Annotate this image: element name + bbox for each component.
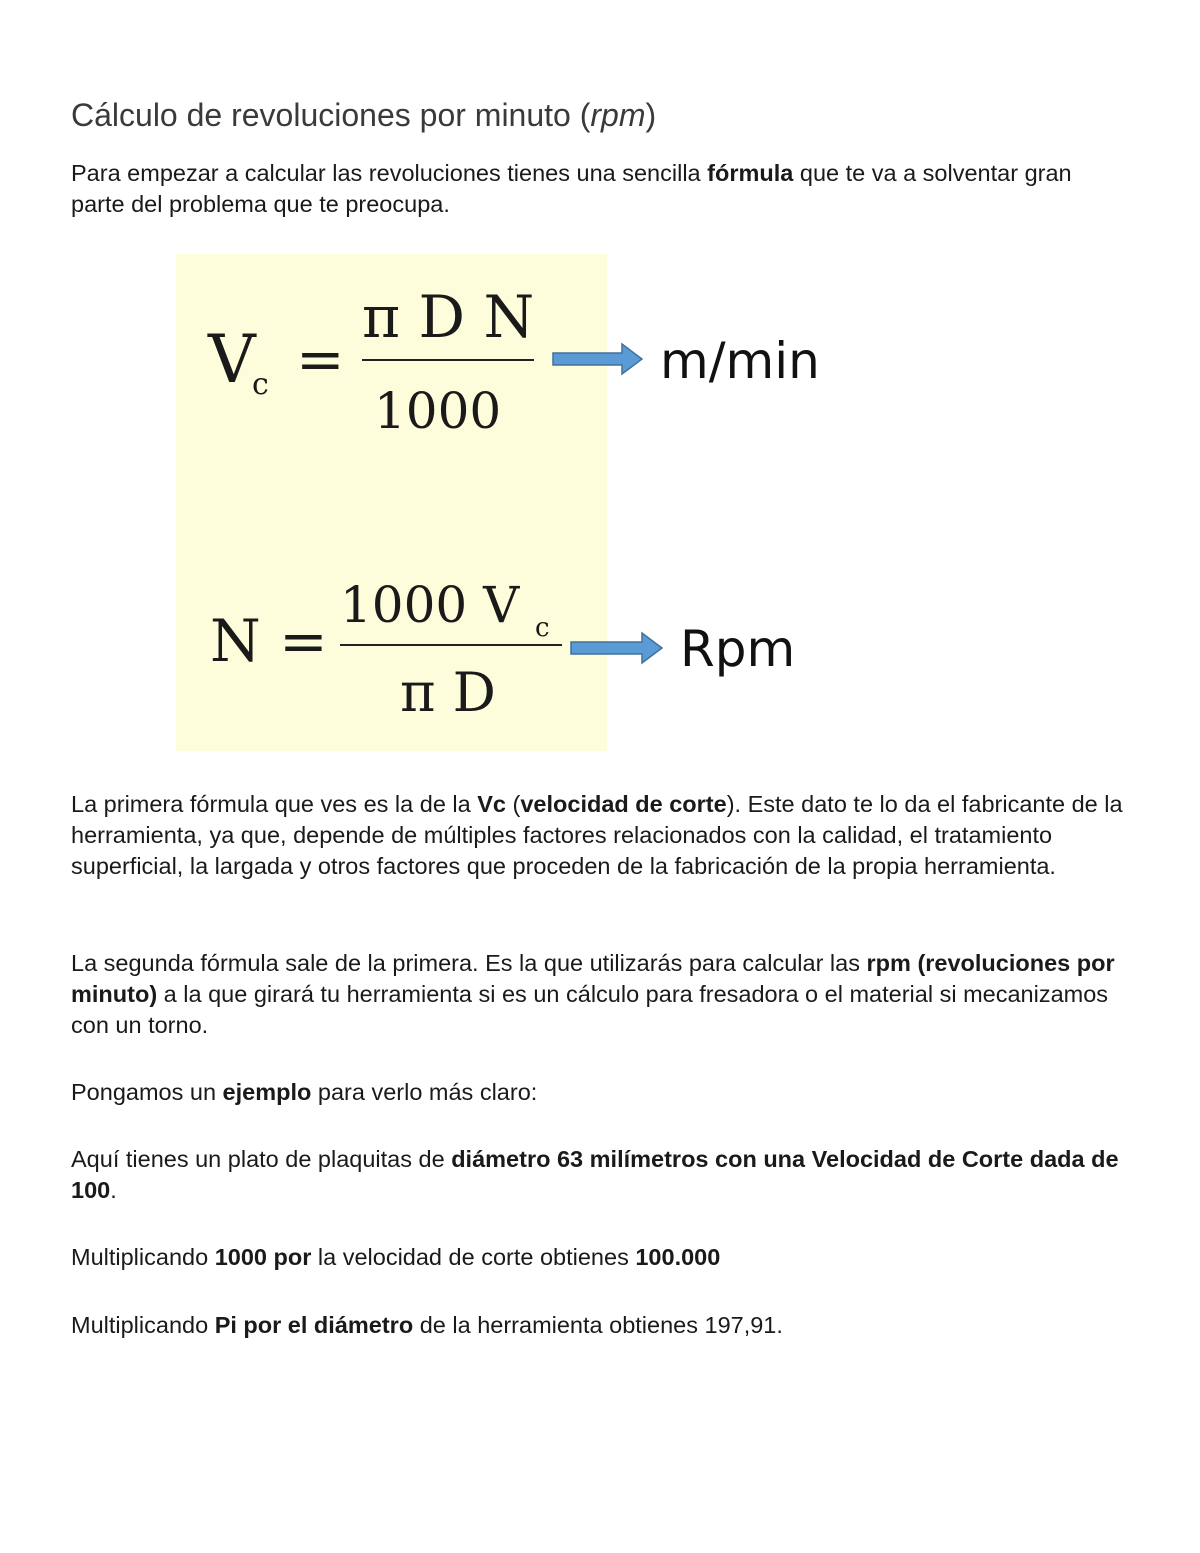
- f1-lhs-subscript: c: [252, 367, 269, 402]
- p5-text-1: Multiplicando: [71, 1244, 215, 1270]
- f1-arrow-icon: [552, 342, 644, 376]
- p1-bold-vc: Vc: [477, 791, 506, 817]
- p3-bold-ejemplo: ejemplo: [222, 1079, 312, 1105]
- title-rpm: rpm: [590, 97, 646, 133]
- f2-numerator: 1000 V: [340, 576, 520, 634]
- f2-denominator: π D: [400, 661, 496, 724]
- paragraph-rpm: [71, 948, 1131, 1041]
- f1-equals: =: [296, 325, 345, 393]
- intro-text-2: que te va a solventar gran parte del problema que te preocupa.: [71, 160, 1072, 217]
- p2-bold-rpm: rpm (revoluciones por minuto): [71, 950, 1115, 1007]
- p1-bold-velocidad: velocidad de corte: [520, 791, 727, 817]
- paragraph-multiplicando-1000: [71, 1242, 1131, 1273]
- f2-numerator-subscript: c: [535, 613, 550, 643]
- paragraph-plato: [71, 1144, 1131, 1206]
- page-title: [71, 95, 656, 135]
- p6-text-1: Multiplicando: [71, 1312, 215, 1338]
- p1-text-2: (: [506, 791, 521, 817]
- f1-numerator: π D N: [362, 283, 535, 351]
- intro-bold-formula: fórmula: [707, 160, 794, 186]
- p5-bold-result: 100.000: [635, 1244, 721, 1270]
- f2-lhs: N =: [210, 607, 328, 675]
- p4-text-2: .: [110, 1177, 117, 1203]
- title-close: ): [645, 97, 657, 133]
- paragraph-vc: [71, 789, 1131, 882]
- p2-text-2: a la que girará tu herramienta si es un cálculo para fresadora o el material si mecanizamos con un torno.: [71, 981, 1109, 1038]
- p2-text-1: La segunda fórmula sale de la primera. Es la que utilizarás para calcular las: [71, 950, 867, 976]
- p4-bold-diametro: diámetro 63 milímetros con una Velocidad de Corte dada de 100: [71, 1146, 1119, 1203]
- f1-fraction-bar: [362, 359, 534, 361]
- p1-text-1: La primera fórmula que ves es la de la: [71, 791, 478, 817]
- p6-bold-pi: Pi por el diámetro: [214, 1312, 414, 1338]
- p5-bold-1000: 1000 por: [214, 1244, 312, 1270]
- p1-text-3: ). Este dato te lo da el fabricante de la herramienta, ya que, depende de múltiples factores relacionados con la calidad, el tratamiento superficial, la largada y otros factores que proceden de la fabricación de la propia herramienta.: [71, 791, 1123, 879]
- intro-paragraph: [71, 158, 1131, 220]
- f1-denominator: 1000: [374, 382, 502, 440]
- p5-text-2: la velocidad de corte obtienes: [311, 1244, 636, 1270]
- paragraph-multiplicando-pi: [71, 1310, 1131, 1341]
- f1-lhs-symbol: V: [208, 321, 256, 398]
- p3-text-1: Pongamos un: [71, 1079, 223, 1105]
- f1-unit: m/min: [660, 332, 820, 390]
- f2-unit: Rpm: [680, 620, 796, 678]
- p6-text-2: de la herramienta obtienes 197,91.: [413, 1312, 783, 1338]
- f2-fraction-bar: [340, 644, 562, 646]
- p3-text-2: para verlo más claro:: [311, 1079, 538, 1105]
- p4-text-1: Aquí tienes un plato de plaquitas de: [71, 1146, 452, 1172]
- paragraph-ejemplo: [71, 1077, 1131, 1108]
- title-text: Cálculo de revoluciones por minuto (: [71, 97, 591, 133]
- f2-arrow-icon: [570, 631, 664, 665]
- intro-text-1: Para empezar a calcular las revoluciones tienes una sencilla: [71, 160, 708, 186]
